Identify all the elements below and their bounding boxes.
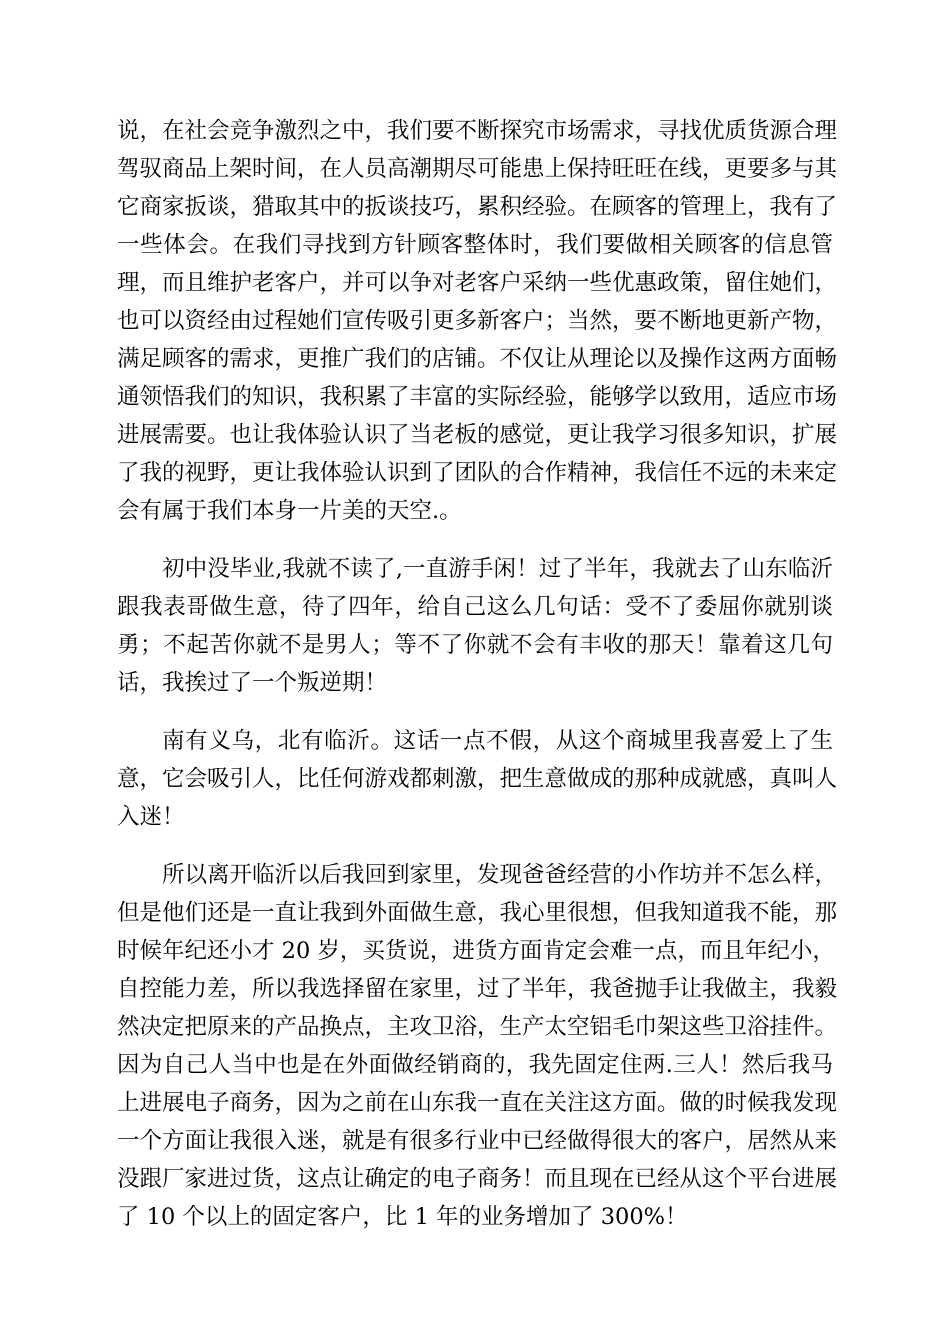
text-line: 驾驭商品上架时间，在人员高潮期尽可能患上保持旺旺在线，更要多与其	[117, 156, 838, 182]
paragraph-2	[117, 550, 833, 702]
text-line: 一些体会。在我们寻找到方针顾客整体时，我们要做相关顾客的信息管	[117, 232, 833, 258]
text-line: 但是他们还是一直让我到外面做生意，我心里很想，但我知道我不能，那	[117, 900, 838, 926]
text-line: 也可以资经由过程她们宣传吸引更多新客户；当然，要不断地更新产物，	[117, 308, 838, 334]
document-body	[117, 112, 838, 1236]
text-line: 意，它会吸引人，比任何游戏都刺激，把生意做成的那种成就感，真叫人	[117, 766, 838, 792]
text-line: 自控能力差，所以我选择留在家里，过了半年，我爸抛手让我做主，我毅	[117, 976, 838, 1002]
text-line: 一个方面让我很入迷，就是有很多行业中已经做得很大的客户，居然从来	[117, 1128, 838, 1154]
text-line: 因为自己人当中也是在外面做经销商的，我先固定住两.三人！然后我马	[117, 1052, 833, 1078]
text-line: 所以离开临沂以后我回到家里，发现爸爸经营的小作坊并不怎么样，	[162, 862, 838, 888]
text-line: 了我的视野，更让我体验认识到了团队的合作精神，我信任不远的未来定	[117, 460, 838, 486]
text-line: 会有属于我们本身一片美的天空.。	[117, 498, 462, 524]
text-line: 然决定把原来的产品换点，主攻卫浴，生产太空铝毛巾架这些卫浴挂件。	[117, 1014, 838, 1040]
text-line: 话，我挨过了一个叛逆期！	[117, 670, 388, 696]
text-line: 通领悟我们的知识，我积累了丰富的实际经验，能够学以致用，适应市场	[117, 384, 838, 410]
text-line: 上进展电子商务，因为之前在山东我一直在关注这方面。做的时候我发现	[117, 1090, 838, 1116]
paragraph-4	[117, 856, 838, 1236]
text-line: 入迷！	[117, 804, 185, 830]
text-line: 南有义乌，北有临沂。这话一点不假，从这个商城里我喜爱上了生	[162, 728, 833, 754]
text-line: 了 10 个以上的固定客户，比 1 年的业务增加了 300%！	[117, 1204, 688, 1230]
text-line: 跟我表哥做生意，待了四年，给自己这么几句话：受不了委屈你就别谈	[117, 594, 833, 620]
text-line: 勇；不起苦你就不是男人；等不了你就不会有丰收的那天！靠着这几句	[117, 632, 833, 658]
paragraph-3	[117, 722, 838, 836]
text-line: 它商家扳谈，猎取其中的扳谈技巧，累积经验。在顾客的管理上，我有了	[117, 194, 838, 220]
paragraph-1	[117, 112, 838, 530]
text-line: 时候年纪还小才 20 岁，买货说，进货方面肯定会难一点，而且年纪小，	[117, 938, 835, 964]
text-line: 初中没毕业,我就不读了,一直游手闲！过了半年，我就去了山东临沂	[162, 556, 833, 582]
text-line: 满足顾客的需求，更推广我们的店铺。不仅让从理论以及操作这两方面畅	[117, 346, 838, 372]
text-line: 进展需要。也让我体验认识了当老板的感觉，更让我学习很多知识，扩展	[117, 422, 838, 448]
text-line: 说，在社会竞争激烈之中，我们要不断探究市场需求，寻找优质货源合理	[117, 118, 838, 144]
text-line: 没跟厂家进过货，这点让确定的电子商务！而且现在已经从这个平台进展	[117, 1166, 838, 1192]
text-line: 理，而且维护老客户，并可以争对老客户采纳一些优惠政策，留住她们，	[117, 270, 838, 296]
